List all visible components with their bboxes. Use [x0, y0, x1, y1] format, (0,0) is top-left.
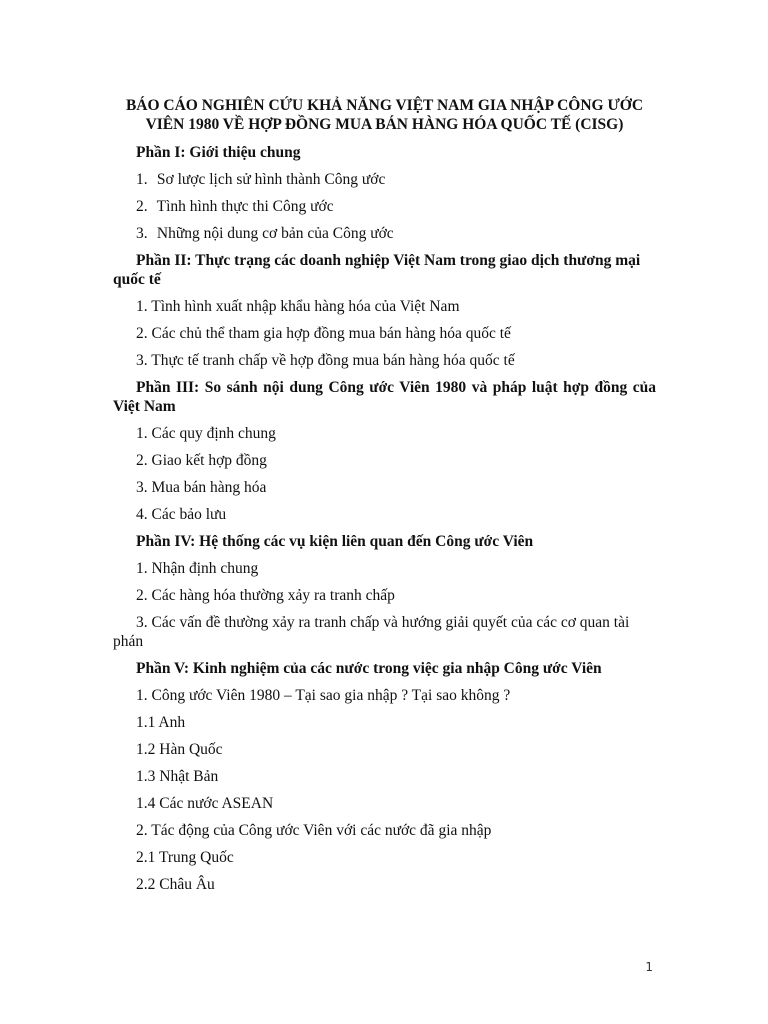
- list-item: 1. Các quy định chung: [136, 425, 276, 442]
- list-item: 1. Nhận định chung: [136, 560, 259, 577]
- list-text: Những nội dung cơ bản của Công ước: [156, 225, 394, 242]
- list-item: 3. Các vấn đề thường xảy ra tranh chấp và hướng giải quyết của các cơ quan tài phán: [113, 614, 630, 650]
- part-2-heading: Phần II: Thực trạng các doanh nghiệp Việt Nam trong giao dịch thương mại quốc tế: [113, 252, 641, 288]
- list-item: 2.2 Châu Âu: [136, 876, 215, 893]
- list-item: 2. Giao kết hợp đồng: [136, 452, 267, 469]
- list-item: 1.3 Nhật Bản: [136, 768, 219, 785]
- list-item: 2. Các hàng hóa thường xảy ra tranh chấp: [136, 587, 395, 604]
- list-number: 1.: [136, 171, 148, 188]
- list-item: 1. Công ước Viên 1980 – Tại sao gia nhập ? Tại sao không ?: [136, 687, 511, 704]
- document-body: [113, 96, 656, 902]
- list-number: 3.: [136, 225, 148, 242]
- list-item: 1.2 Hàn Quốc: [136, 741, 223, 758]
- list-text: Sơ lược lịch sử hình thành Công ước: [156, 171, 386, 188]
- list-item: 4. Các bảo lưu: [136, 506, 227, 523]
- list-item: 3. Thực tế tranh chấp về hợp đồng mua bán hàng hóa quốc tế: [136, 352, 515, 369]
- list-item: 3. Mua bán hàng hóa: [136, 479, 267, 496]
- part-3-heading: Phần III: So sánh nội dung Công ước Viên 1980 và pháp luật hợp đồng của Việt Nam: [113, 379, 656, 415]
- list-item: [136, 197, 656, 216]
- list-number: 2.: [136, 198, 148, 215]
- part-1-heading: Phần I: Giới thiệu chung: [136, 144, 301, 161]
- list-item: 2. Các chủ thể tham gia hợp đồng mua bán hàng hóa quốc tế: [136, 325, 511, 342]
- list-text: Tình hình thực thi Công ước: [156, 198, 334, 215]
- part-5-heading: Phần V: Kinh nghiệm của các nước trong việc gia nhập Công ước Viên: [136, 660, 602, 677]
- page-number: 1: [645, 960, 653, 974]
- list-item: [136, 170, 656, 189]
- part-4-heading: Phần IV: Hệ thống các vụ kiện liên quan đến Công ước Viên: [136, 533, 534, 550]
- document-title: BÁO CÁO NGHIÊN CỨU KHẢ NĂNG VIỆT NAM GIA NHẬP CÔNG ƯỚC VIÊN 1980 VỀ HỢP ĐỒNG MUA BÁN HÀNG HÓA QUỐC TẾ (CISG): [125, 97, 644, 133]
- list-item: 2. Tác động của Công ước Viên với các nước đã gia nhập: [136, 822, 492, 839]
- list-item: 1. Tình hình xuất nhập khẩu hàng hóa của Việt Nam: [136, 298, 460, 315]
- list-item: [136, 224, 656, 243]
- list-item: 1.4 Các nước ASEAN: [136, 795, 274, 812]
- list-item: 1.1 Anh: [136, 714, 186, 731]
- list-item: 2.1 Trung Quốc: [136, 849, 234, 866]
